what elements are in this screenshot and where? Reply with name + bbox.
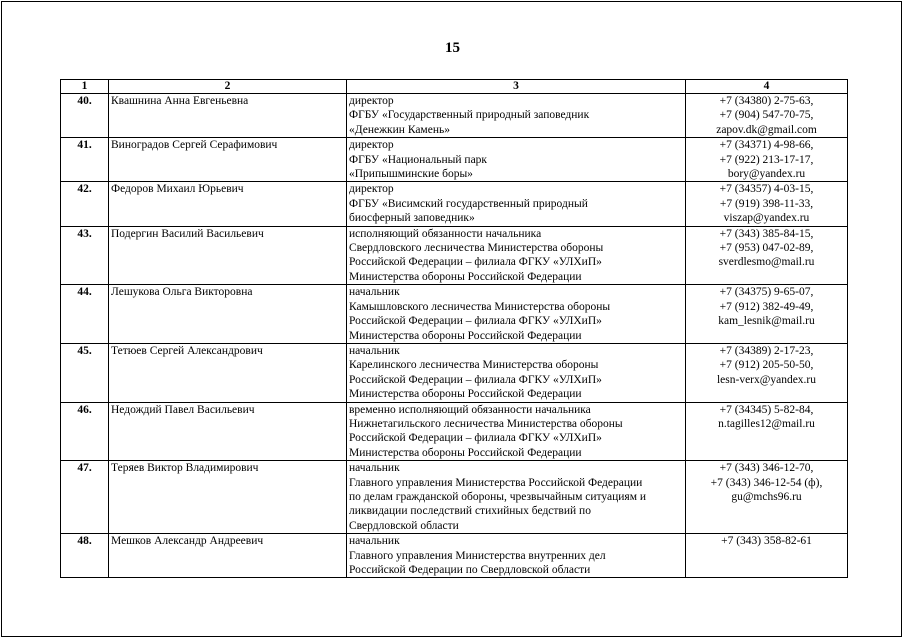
position-line: по делам гражданской обороны, чрезвычайным ситуациям и [349, 490, 647, 503]
position-line: Нижнетагильского лесничества Министерства обороны [349, 417, 623, 430]
contact-line: gu@mchs96.ru [731, 490, 802, 503]
contact-line: +7 (904) 547-70-75, [719, 109, 814, 122]
position-line: Министерства обороны Российской Федерации [349, 388, 582, 401]
person-name: Лешукова Ольга Викторовна [109, 285, 347, 344]
column-header: 4 [686, 80, 848, 94]
contacts-cell [686, 343, 848, 402]
page-number: 15 [445, 40, 460, 56]
contact-line: +7 (34345) 5-82-84, [719, 403, 814, 416]
contact-line: bory@yandex.ru [727, 168, 806, 181]
contact-line: +7 (953) 047-02-89, [719, 242, 814, 255]
person-name: Теряев Виктор Владимирович [109, 461, 347, 534]
row-number: 47. [61, 461, 109, 534]
column-header: 2 [109, 80, 347, 94]
position-cell [347, 138, 686, 182]
contact-line: +7 (922) 213-17-17, [719, 153, 814, 166]
contact-line: +7 (34375) 9-65-07, [719, 286, 814, 299]
position-cell [347, 94, 686, 138]
column-header: 3 [347, 80, 686, 94]
position-line: Главного управления Министерства Российской Федерации [349, 476, 643, 489]
position-cell [347, 285, 686, 344]
contact-line: +7 (34389) 2-17-23, [719, 344, 814, 357]
position-line: Российской Федерации по Свердловской области [349, 564, 591, 576]
row-number: 42. [61, 182, 109, 226]
person-name: Виноградов Сергей Серафимович [109, 138, 347, 182]
row-number: 46. [61, 402, 109, 461]
position-line: ФГБУ «Государственный природный заповедник [349, 109, 590, 122]
table-row [61, 285, 848, 344]
position-line: Карелинского лесничества Министерства обороны [349, 359, 599, 372]
position-line: начальник [349, 462, 400, 475]
position-cell [347, 534, 686, 578]
row-number: 41. [61, 138, 109, 182]
contact-line: sverdlesmo@mail.ru [718, 256, 815, 269]
contact-line: +7 (34357) 4-03-15, [719, 183, 814, 196]
position-line: директор [349, 139, 394, 152]
table-body [61, 94, 848, 578]
person-name: Подергин Василий Васильевич [109, 226, 347, 285]
contact-line: +7 (34371) 4-98-66, [719, 139, 814, 152]
position-line: ликвидации последствий стихийных бедствий по [349, 505, 591, 518]
column-header: 1 [61, 80, 109, 94]
contacts-table [60, 79, 848, 578]
position-cell [347, 461, 686, 534]
contact-line: +7 (343) 358-82-61 [721, 535, 812, 548]
contact-line: +7 (912) 382-49-49, [719, 300, 814, 313]
position-line: Российской Федерации – филиала ФГКУ «УЛХиП» [349, 315, 602, 328]
position-line: Камышловского лесничества Министерства обороны [349, 300, 611, 313]
row-number: 44. [61, 285, 109, 344]
position-line: ФГБУ «Висимский государственный природный [349, 197, 588, 210]
position-line: Главного управления Министерства внутренних дел [349, 549, 606, 562]
table-row [61, 226, 848, 285]
position-line: начальник [349, 286, 400, 299]
position-line: Министерства обороны Российской Федерации [349, 270, 582, 283]
table-row [61, 461, 848, 534]
table-row [61, 343, 848, 402]
contacts-cell [686, 182, 848, 226]
position-line: Российской Федерации – филиала ФГКУ «УЛХиП» [349, 373, 602, 386]
position-line: «Денежкин Камень» [349, 123, 450, 136]
contact-line: viszap@yandex.ru [723, 212, 810, 225]
person-name: Тетюев Сергей Александрович [109, 343, 347, 402]
table-row [61, 138, 848, 182]
contact-line: +7 (343) 346-12-54 (ф), [710, 476, 823, 489]
position-cell [347, 402, 686, 461]
contact-line: +7 (919) 398-11-33, [719, 197, 814, 210]
table-row [61, 402, 848, 461]
header-row [61, 80, 848, 94]
contact-line: n.tagilles12@mail.ru [718, 417, 815, 430]
position-line: «Припышминские боры» [349, 168, 473, 181]
row-number: 43. [61, 226, 109, 285]
table-row [61, 182, 848, 226]
position-cell [347, 182, 686, 226]
position-cell [347, 226, 686, 285]
position-line: Свердловского лесничества Министерства обороны [349, 242, 604, 255]
position-cell [347, 343, 686, 402]
person-name: Квашнина Анна Евгеньевна [109, 94, 347, 138]
position-line: исполняющий обязанности начальника [349, 227, 542, 240]
table-row [61, 94, 848, 138]
row-number: 48. [61, 534, 109, 578]
position-line: Свердловской области [349, 519, 459, 532]
position-line: Министерства обороны Российской Федерации [349, 329, 582, 342]
contact-line: +7 (343) 346-12-70, [719, 462, 814, 475]
contact-line: kam_lesnik@mail.ru [718, 315, 815, 328]
contact-line: lesn-verx@yandex.ru [716, 373, 817, 386]
contacts-cell [686, 461, 848, 534]
contacts-cell [686, 138, 848, 182]
contacts-cell [686, 94, 848, 138]
contact-line: zapov.dk@gmail.com [716, 123, 817, 136]
row-number: 45. [61, 343, 109, 402]
contacts-cell [686, 285, 848, 344]
position-line: директор [349, 95, 394, 107]
position-line: Российской Федерации – филиала ФГКУ «УЛХиП» [349, 256, 602, 269]
row-number: 40. [61, 94, 109, 138]
person-name: Недождий Павел Васильевич [109, 402, 347, 461]
position-line: Министерства обороны Российской Федерации [349, 446, 582, 459]
position-line: временно исполняющий обязанности начальника [349, 403, 591, 416]
contacts-cell [686, 534, 848, 578]
contact-line: +7 (912) 205-50-50, [719, 359, 814, 372]
table-row [61, 534, 848, 578]
contacts-cell [686, 226, 848, 285]
position-line: директор [349, 183, 394, 196]
contacts-cell [686, 402, 848, 461]
position-line: начальник [349, 535, 400, 548]
person-name: Федоров Михаил Юрьевич [109, 182, 347, 226]
position-line: ФГБУ «Национальный парк [349, 153, 488, 166]
position-line: начальник [349, 344, 400, 357]
contact-line: +7 (34380) 2-75-63, [719, 95, 814, 107]
position-line: Российской Федерации – филиала ФГКУ «УЛХиП» [349, 432, 602, 445]
person-name: Мешков Александр Андреевич [109, 534, 347, 578]
position-line: биосферный заповедник» [349, 212, 475, 225]
contact-line: +7 (343) 385-84-15, [719, 227, 814, 240]
